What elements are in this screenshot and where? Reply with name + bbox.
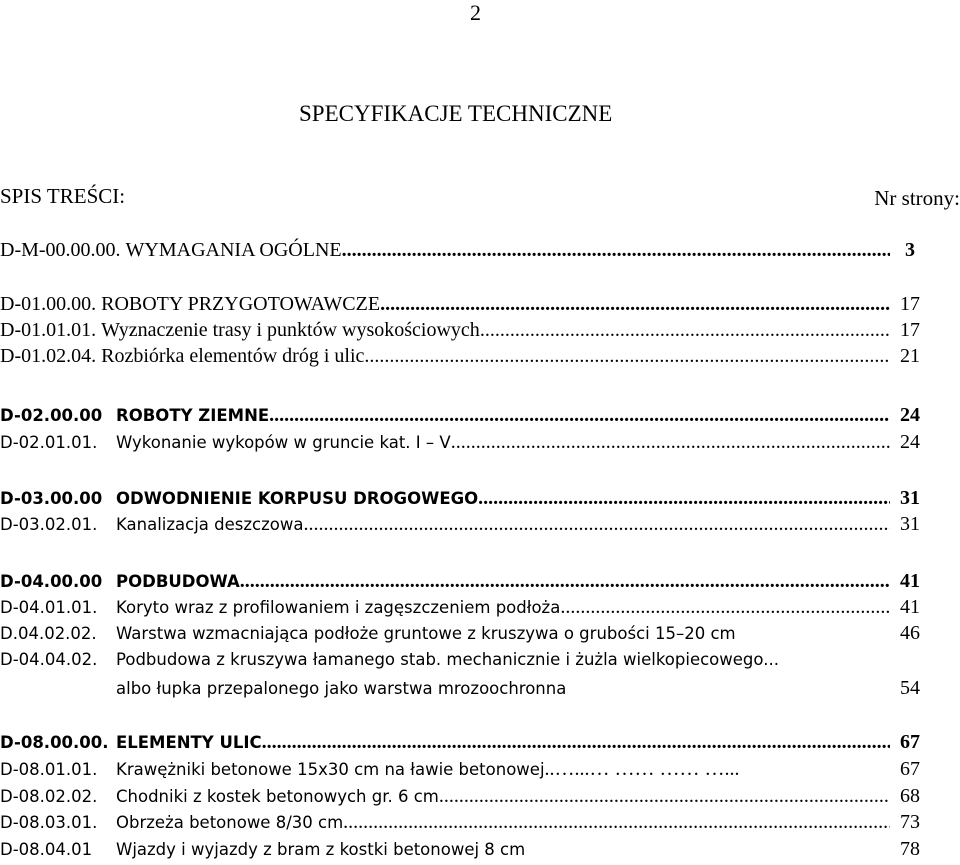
toc-code: D-08.01.01. (0, 760, 98, 779)
toc-entry-section (0, 729, 930, 755)
toc-page: 24 (900, 404, 920, 426)
toc-dot-leader (262, 729, 890, 755)
toc-entry-section (0, 485, 930, 511)
toc-text: albo łupka przepalonego jako warstwa mrozoochronna (116, 679, 567, 698)
toc-page: 31 (900, 487, 920, 509)
toc-page: 17 (900, 293, 920, 315)
toc-dot-leader: ..…...… …… …… …... (544, 758, 740, 780)
toc-entry (0, 783, 930, 809)
toc-entry-continuation (116, 675, 930, 701)
toc-dot-leader (451, 429, 890, 455)
toc-dot-leader (480, 317, 890, 343)
toc-entry (0, 594, 930, 620)
toc-page: 17 (900, 319, 920, 341)
toc-text: Rozbiórka elementów dróg i ulic (101, 345, 365, 367)
page-number: 2 (470, 0, 481, 25)
toc-code: D-04.01.01. (0, 598, 98, 617)
toc-text: Krawężniki betonowe 15x30 cm na ławie betonowej (116, 760, 545, 779)
toc-code: D-01.01.01. (0, 319, 97, 341)
toc-code: D-08.03.01. (0, 813, 98, 832)
toc-text: Wjazdy i wyjazdy z bram z kostki betonowej 8 cm (116, 840, 526, 859)
toc-text: Kanalizacja deszczowa (116, 515, 304, 534)
toc-code: D.04.02.02. (0, 624, 97, 643)
toc-entry (0, 511, 930, 537)
toc-text: Koryto wraz z profilowaniem i zagęszczeniem podłoża (116, 598, 561, 617)
toc-code: D-01.00.00. (0, 293, 97, 315)
toc-text: Wyznaczenie trasy i punktów wysokościowych (101, 319, 480, 341)
toc-entry (0, 647, 930, 673)
toc-dot-leader (343, 809, 890, 835)
toc-text: Podbudowa z kruszywa łamanego stab. mechanicznie i żużla wielkopiecowego... (116, 650, 779, 669)
toc-text: ROBOTY ZIEMNE (116, 406, 270, 425)
toc-entry (0, 836, 930, 862)
toc-entry (0, 809, 930, 835)
toc-page: 24 (900, 431, 920, 453)
toc-dot-leader (560, 594, 890, 620)
toc-page: 3 (905, 239, 915, 261)
toc-page: 68 (900, 785, 920, 807)
toc-page: 31 (900, 513, 920, 535)
toc-page: 41 (900, 596, 920, 618)
toc-dot-leader (439, 783, 890, 809)
toc-text: WYMAGANIA OGÓLNE (125, 239, 342, 261)
toc-entry-section (0, 291, 930, 317)
toc-entry (0, 620, 930, 646)
toc-entry (0, 429, 930, 455)
toc-code: D-02.01.01. (0, 433, 98, 452)
toc-page: 78 (900, 838, 920, 860)
toc-dot-leader (342, 237, 890, 263)
toc-dot-leader (240, 568, 890, 594)
toc-page: 41 (900, 570, 920, 592)
toc-text: ODWODNIENIE KORPUSU DROGOWEGO (116, 489, 479, 508)
toc-entry-section (0, 402, 930, 428)
toc-code: D-03.02.01. (0, 515, 98, 534)
toc-entry (0, 756, 930, 782)
toc-entry (0, 343, 930, 369)
toc-dot-leader (269, 402, 890, 428)
toc-text: Wykonanie wykopów w gruncie kat. I – V (116, 433, 451, 452)
toc-entry (0, 317, 930, 343)
toc-text: PODBUDOWA (116, 572, 240, 591)
toc-code: D-08.00.00. (0, 733, 109, 752)
toc-dot-leader (303, 511, 890, 537)
toc-text: Chodniki z kostek betonowych gr. 6 cm (116, 787, 439, 806)
toc-text: ROBOTY PRZYGOTOWAWCZE (101, 293, 381, 315)
toc-dot-leader (364, 343, 890, 369)
toc-code: D-04.04.02. (0, 650, 98, 669)
toc-text: Obrzeża betonowe 8/30 cm (116, 813, 344, 832)
toc-code: D-08.04.01 (0, 840, 93, 859)
toc-code: D-03.00.00 (0, 489, 103, 508)
toc-text: Warstwa wzmacniająca podłoże gruntowe z kruszywa o grubości 15–20 cm (116, 624, 736, 643)
toc-page: 54 (900, 677, 920, 699)
document-title: SPECYFIKACJE TECHNICZNE (299, 101, 613, 126)
toc-code: D-04.00.00 (0, 572, 103, 591)
toc-code: D-08.02.02. (0, 787, 98, 806)
toc-page: 67 (900, 731, 920, 753)
toc-code: D-02.00.00 (0, 406, 103, 425)
toc-text: ELEMENTY ULIC (116, 733, 262, 752)
toc-entry-main (0, 237, 930, 263)
toc-page: 46 (900, 622, 920, 644)
page-column-heading: Nr strony: (874, 186, 960, 210)
toc-heading: SPIS TREŚCI: (0, 184, 126, 208)
toc-page: 21 (900, 345, 920, 367)
toc-dot-leader (380, 291, 890, 317)
toc-page: 73 (900, 811, 920, 833)
toc-code: D-M-00.00.00. (0, 239, 121, 261)
toc-page: 67 (900, 758, 920, 780)
toc-dot-leader (478, 485, 890, 511)
toc-entry-section (0, 568, 930, 594)
toc-code: D-01.02.04. (0, 345, 97, 367)
